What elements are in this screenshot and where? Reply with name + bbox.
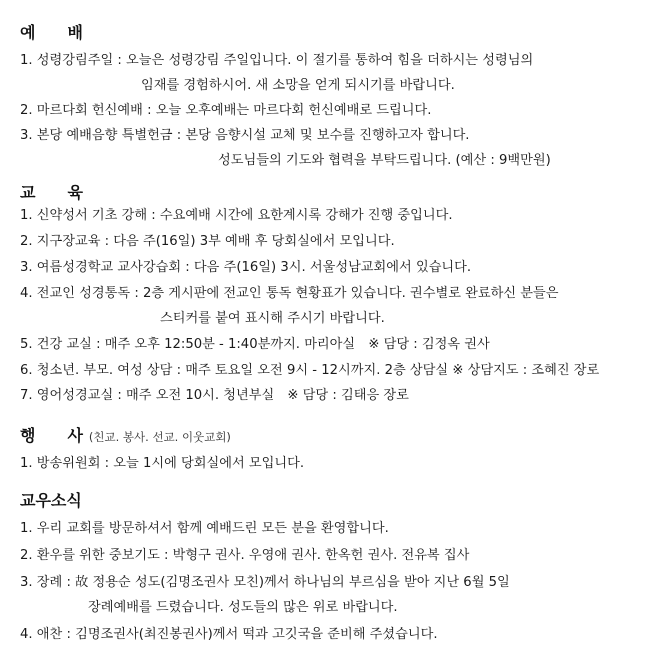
- worship-item-3: 3. 본당 예배음향 특별헌금 : 본당 음향시설 교체 및 보수를 진행하고자 합니다.: [20, 128, 470, 143]
- news-item-2: 2. 환우를 위한 중보기도 : 박형구 권사. 우영애 권사. 한옥헌 권사. 전유복 집사: [20, 548, 470, 563]
- worship-item-1-cont: 임재를 경험하시어. 새 소망을 얻게 되시기를 바랍니다.: [141, 78, 455, 93]
- news-item-3-cont: 장례예배를 드렸습니다. 성도들의 많은 위로 바랍니다.: [88, 600, 398, 615]
- events-note: (친교. 봉사. 선교. 이웃교회): [88, 430, 231, 444]
- section-title-events: [20, 423, 231, 446]
- education-item-1: 1. 신약성서 기초 강해 : 수요예배 시간에 요한계시록 강해가 진행 중입니다.: [20, 208, 453, 223]
- education-item-4-cont: 스티커를 붙여 표시해 주시기 바랍니다.: [160, 311, 385, 326]
- worship-item-2: 2. 마르다회 헌신예배 : 오늘 오후예배는 마르다회 헌신예배로 드립니다.: [20, 103, 432, 118]
- education-item-2: 2. 지구장교육 : 다음 주(16일) 3부 예배 후 당회실에서 모입니다.: [20, 234, 395, 249]
- events-item-1: 1. 방송위원회 : 오늘 1시에 당회실에서 모입니다.: [20, 456, 305, 471]
- education-item-7: 7. 영어성경교실 : 매주 오전 10시. 청년부실 ※ 담당 : 김태응 장로: [20, 388, 409, 403]
- news-item-3: 3. 장례 : 故 정용순 성도(김명조권사 모친)께서 하나님의 부르심을 받아 지난 6월 5일: [20, 575, 510, 590]
- education-item-4: 4. 전교인 성경통독 : 2층 게시판에 전교인 통독 현황표가 있습니다. 권수별로 완료하신 분들은: [20, 286, 559, 301]
- section-title-worship: 예 배: [20, 23, 83, 42]
- education-item-3: 3. 여름성경학교 교사강습회 : 다음 주(16일) 3시. 서울성남교회에서 있습니다.: [20, 260, 472, 275]
- section-title-education: 교 육: [20, 183, 83, 202]
- worship-item-3-cont: 성도님들의 기도와 협력을 부탁드립니다. (예산 : 9백만원): [218, 153, 551, 168]
- news-item-4: 4. 애찬 : 김명조권사(최진봉권사)께서 떡과 고깃국을 준비해 주셨습니다.: [20, 627, 438, 642]
- education-item-6: 6. 청소년. 부모. 여성 상담 : 매주 토요일 오전 9시 - 12시까지. 2층 상담실 ※ 상담지도 : 조혜진 장로: [20, 363, 600, 378]
- section-title-news: 교우소식: [20, 491, 82, 510]
- news-item-1: 1. 우리 교회를 방문하셔서 함께 예배드린 모든 분을 환영합니다.: [20, 521, 389, 536]
- worship-item-1: 1. 성령강림주일 : 오늘은 성령강림 주일입니다. 이 절기를 통하여 힘을 더하시는 성령님의: [20, 53, 534, 68]
- education-item-5: 5. 건강 교실 : 매주 오후 12:50분 - 1:40분까지. 마리아실 ※ 담당 : 김정옥 권사: [20, 337, 490, 352]
- events-title: 행 사: [20, 426, 83, 445]
